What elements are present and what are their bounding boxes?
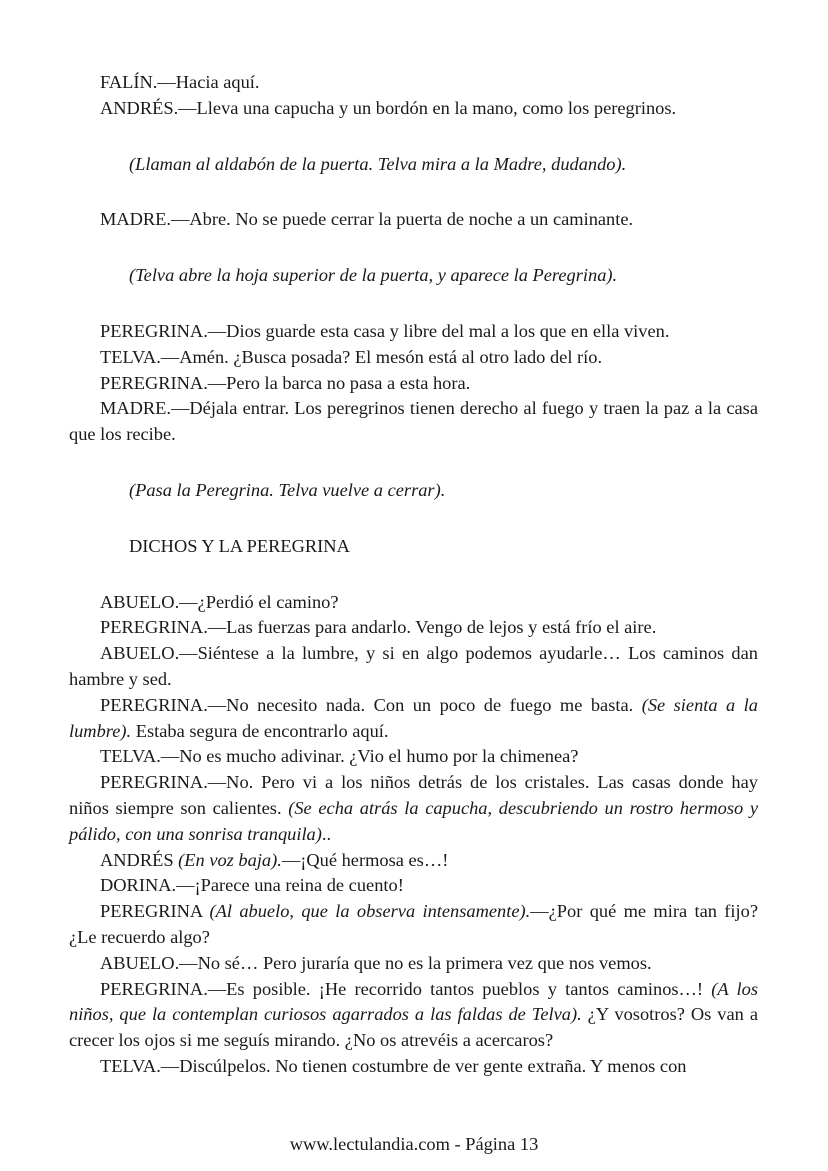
dialogue-text: .. — [321, 823, 332, 844]
dialogue-line — [69, 848, 758, 874]
dialogue-line: ABUELO.—No sé… Pero juraría que no es la primera vez que nos vemos. — [100, 952, 652, 973]
inline-stage-direction: (Al abuelo, que la observa intensamente). — [209, 901, 531, 922]
inline-stage-direction: (A los niños, que la contemplan curiosos agarrados a las faldas de Telva). — [69, 978, 758, 1025]
dialogue-line: PEREGRINA.—Dios guarde esta casa y libre del mal a los que en ella viven. — [100, 320, 670, 341]
dialogue-line: MADRE.—Abre. No se puede cerrar la puerta de noche a un caminante. — [100, 209, 634, 230]
dialogue-line — [69, 977, 758, 1054]
dialogue-line: ANDRÉS.—Lleva una capucha y un bordón en la mano, como los peregrinos. — [100, 97, 677, 118]
dialogue-text: —¿Por qué me mira tan fijo? ¿Le recuerdo algo? — [69, 901, 758, 947]
dialogue-line — [69, 693, 758, 745]
dialogue-text: Estaba segura de encontrarlo aquí. — [131, 720, 389, 741]
dialogue-line: ABUELO.—Siéntese a la lumbre, y si en algo podemos ayudarle… Los caminos dan hambre y sed. — [69, 643, 758, 689]
dialogue-text: PEREGRINA.—No. Pero vi a los niños detrás de los cristales. Las casas donde hay niños siempre son calientes. — [69, 772, 758, 818]
dialogue-text: ¿Y vosotros? Os van a crecer los ojos si me seguís mirando. ¿No os atrevéis a acercaros? — [69, 1004, 758, 1051]
dialogue-text: ANDRÉS — [100, 849, 179, 870]
inline-stage-direction: (Se echa atrás la capucha, descubriendo un rostro hermoso y pálido, con una sonrisa tranquila) — [69, 797, 759, 844]
stage-direction: (Llaman al aldabón de la puerta. Telva mira a la Madre, dudando). — [129, 153, 627, 174]
dialogue-text: —¡Qué hermosa es…! — [281, 849, 449, 870]
dialogue-text: PEREGRINA — [100, 901, 210, 922]
inline-stage-direction: (Se sienta a la lumbre). — [69, 694, 758, 741]
stage-direction: (Telva abre la hoja superior de la puerta, y aparece la Peregrina). — [129, 265, 618, 286]
dialogue-line: PEREGRINA.—Pero la barca no pasa a esta hora. — [100, 372, 471, 393]
dialogue-line: TELVA.—Amén. ¿Busca posada? El mesón está al otro lado del río. — [100, 346, 603, 367]
stage-direction: (Pasa la Peregrina. Telva vuelve a cerrar). — [129, 479, 446, 500]
dialogue-line: FALÍN.—Hacia aquí. — [100, 72, 260, 92]
dialogue-line: MADRE.—Déjala entrar. Los peregrinos tienen derecho al fuego y traen la paz a la casa que los recibe. — [69, 398, 758, 445]
dialogue-text: PEREGRINA.—Es posible. ¡He recorrido tantos pueblos y tantos caminos…! — [100, 978, 712, 999]
dialogue-line: TELVA.—Discúlpelos. No tienen costumbre de ver gente extraña. Y menos con — [100, 1055, 687, 1076]
dialogue-line: DORINA.—¡Parece una reina de cuento! — [100, 875, 404, 896]
inline-stage-direction: (En voz baja). — [178, 849, 282, 870]
dialogue-line — [69, 899, 758, 951]
dialogue-line: ABUELO.—¿Perdió el camino? — [100, 591, 339, 612]
dialogue-line: TELVA.—No es mucho adivinar. ¿Vio el humo por la chimenea? — [100, 746, 579, 767]
page-body — [69, 70, 758, 1080]
dialogue-text: PEREGRINA.—No necesito nada. Con un poco de fuego me basta. — [100, 694, 642, 715]
scene-heading: DICHOS Y LA PEREGRINA — [129, 535, 350, 556]
dialogue-line — [69, 770, 758, 847]
page-footer: www.lectulandia.com - Página 13 — [289, 1134, 539, 1154]
dialogue-line: PEREGRINA.—Las fuerzas para andarlo. Vengo de lejos y está frío el aire. — [100, 617, 657, 638]
